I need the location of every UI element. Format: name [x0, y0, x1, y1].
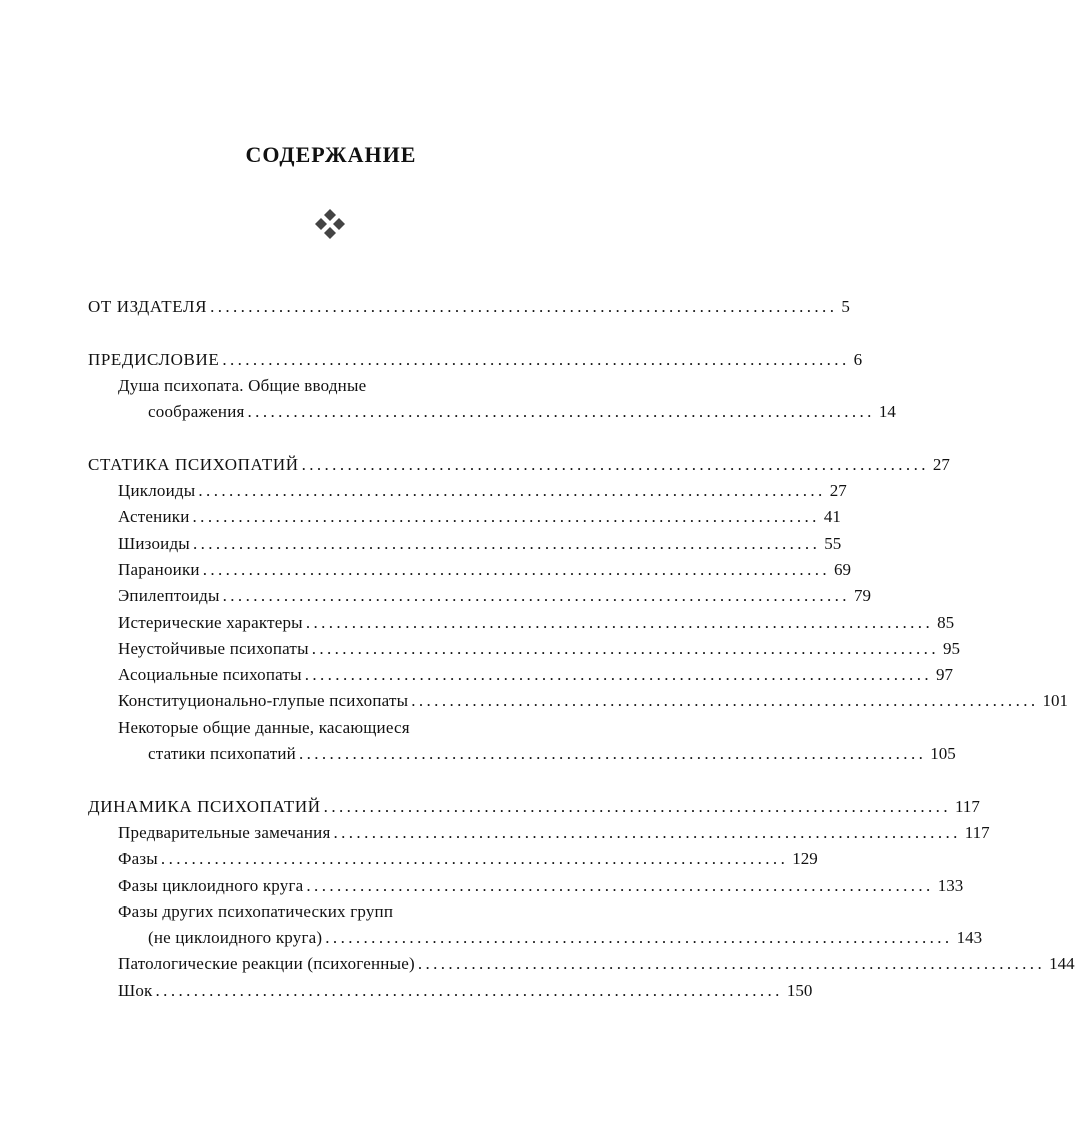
- toc-entry-soul-line2[interactable]: [88, 399, 896, 425]
- toc-page-number: 79: [853, 586, 871, 606]
- table-of-contents: [88, 294, 1075, 1004]
- toc-entry-general-line1[interactable]: [88, 715, 570, 741]
- toc-entry-label: Фазы: [118, 849, 158, 869]
- toc-page-number: 129: [792, 849, 818, 869]
- toc-entry-cycloid-phases[interactable]: [88, 873, 964, 899]
- toc-entry-label: Некоторые общие данные, касающиеся: [118, 717, 410, 737]
- toc-page-number: 5: [841, 297, 850, 316]
- toc-entry-schizoids[interactable]: [88, 531, 842, 557]
- toc-entry-label: Параноики: [118, 559, 200, 579]
- section-spacer: [88, 425, 570, 451]
- toc-page-number: 27: [829, 481, 847, 501]
- toc-entry-label: соображения: [148, 402, 245, 422]
- toc-entry-preface[interactable]: [88, 347, 863, 373]
- section-spacer: [88, 320, 570, 346]
- toc-entry-label: Конституционально-глупые психопаты: [118, 691, 409, 711]
- dot-leader: ..................................................................................: [298, 744, 927, 764]
- dot-leader: ..................................................................................: [323, 796, 951, 816]
- toc-entry-label: Неустойчивые психопаты: [118, 638, 309, 658]
- toc-entry-phases[interactable]: [88, 846, 818, 872]
- toc-entry-publisher[interactable]: [88, 294, 850, 320]
- toc-entry-label: Циклоиды: [118, 481, 196, 501]
- toc-entry-other-line2[interactable]: [88, 925, 983, 951]
- toc-entry-label: Астеники: [118, 507, 190, 527]
- toc-page-number: 6: [853, 349, 863, 369]
- toc-page-number: 117: [954, 796, 980, 816]
- toc-entry-other-line1[interactable]: [88, 899, 570, 925]
- toc-entry-cycloids[interactable]: [88, 478, 847, 504]
- dot-leader: ..................................................................................: [192, 533, 821, 553]
- toc-entry-constitutional[interactable]: [88, 688, 1069, 714]
- toc-entry-label: СТАТИКА ПСИХОПАТИЙ: [88, 454, 299, 474]
- dot-leader: ..................................................................................: [325, 928, 953, 948]
- dot-leader: ..................................................................................: [160, 849, 789, 869]
- toc-entry-pathological[interactable]: [88, 951, 1075, 977]
- toc-page-number: 144: [1049, 954, 1075, 974]
- toc-entry-label: Фазы циклоидного круга: [118, 875, 304, 895]
- toc-entry-label: Асоциальные психопаты: [118, 665, 302, 685]
- toc-page-number: 143: [956, 928, 983, 948]
- toc-page-number: 14: [878, 402, 896, 422]
- toc-entry-label: Предварительные замечания: [118, 822, 331, 842]
- toc-page-number: 105: [930, 744, 956, 764]
- dot-leader: ..................................................................................: [411, 691, 1039, 711]
- toc-entry-label: ДИНАМИКА ПСИХОПАТИЙ: [88, 796, 321, 816]
- dot-leader: ..................................................................................: [305, 612, 934, 632]
- toc-entry-hysterical[interactable]: [88, 610, 955, 636]
- toc-entry-label: Патологические реакции (психогенные): [118, 954, 415, 974]
- toc-page-number: 85: [937, 612, 955, 632]
- dot-leader: ..................................................................................: [311, 638, 939, 658]
- dot-leader: ..................................................................................: [222, 349, 850, 369]
- toc-page-number: 41: [823, 507, 841, 527]
- dot-leader: ..................................................................................: [417, 954, 1046, 974]
- toc-entry-label: Эпилептоиды: [118, 586, 220, 606]
- toc-page-number: 95: [943, 638, 960, 658]
- section-spacer: [88, 767, 570, 793]
- toc-entry-paranoics[interactable]: [88, 557, 852, 583]
- toc-entry-statics[interactable]: [88, 452, 950, 478]
- toc-entry-label: Истерические характеры: [118, 612, 303, 632]
- toc-entry-preliminary[interactable]: [88, 820, 990, 846]
- toc-entry-dynamics[interactable]: [88, 794, 980, 820]
- dot-leader: ..................................................................................: [247, 402, 875, 422]
- dot-leader: ..................................................................................: [202, 559, 831, 579]
- toc-page-number: 55: [824, 533, 842, 553]
- toc-entry-label: Душа психопата. Общие вводные: [118, 375, 367, 395]
- toc-page-number: 69: [834, 559, 852, 579]
- toc-page-number: 101: [1042, 691, 1069, 711]
- toc-entry-shock[interactable]: [88, 978, 813, 1004]
- page-title: СОДЕРЖАНИЕ: [245, 142, 417, 167]
- toc-page-number: 133: [937, 875, 964, 895]
- toc-entry-asthenics[interactable]: [88, 504, 841, 530]
- toc-entry-unstable[interactable]: [88, 636, 960, 662]
- dot-leader: ..................................................................................: [155, 980, 783, 1000]
- toc-entry-label: (не циклоидного круга): [148, 928, 323, 948]
- dot-leader: ..................................................................................: [210, 297, 838, 316]
- toc-entry-label: Фазы других психопатических групп: [118, 901, 394, 921]
- dot-leader: ..................................................................................: [301, 454, 929, 474]
- toc-page-number: 150: [786, 980, 813, 1000]
- diamond-cluster-icon: [314, 208, 346, 240]
- toc-entry-label: ОТ ИЗДАТЕЛЯ: [88, 297, 208, 316]
- toc-entry-epileptoids[interactable]: [88, 583, 871, 609]
- toc-entry-label: Шок: [118, 980, 153, 1000]
- toc-entry-label: ПРЕДИСЛОВИЕ: [88, 349, 220, 369]
- dot-leader: ..................................................................................: [198, 481, 826, 501]
- toc-entry-soul-line1[interactable]: [88, 373, 570, 399]
- toc-entry-label: Шизоиды: [118, 533, 190, 553]
- toc-entry-asocial[interactable]: [88, 662, 954, 688]
- dot-leader: ..................................................................................: [304, 665, 933, 685]
- dot-leader: ..................................................................................: [192, 507, 820, 527]
- toc-page-number: 27: [932, 454, 950, 474]
- toc-page-number: 97: [936, 665, 954, 685]
- dot-leader: ..................................................................................: [333, 822, 961, 842]
- toc-entry-general-line2[interactable]: [88, 741, 956, 767]
- dot-leader: ..................................................................................: [306, 875, 934, 895]
- toc-entry-label: статики психопатий: [148, 744, 296, 764]
- dot-leader: ..................................................................................: [222, 586, 850, 606]
- toc-page-number: 117: [964, 822, 990, 842]
